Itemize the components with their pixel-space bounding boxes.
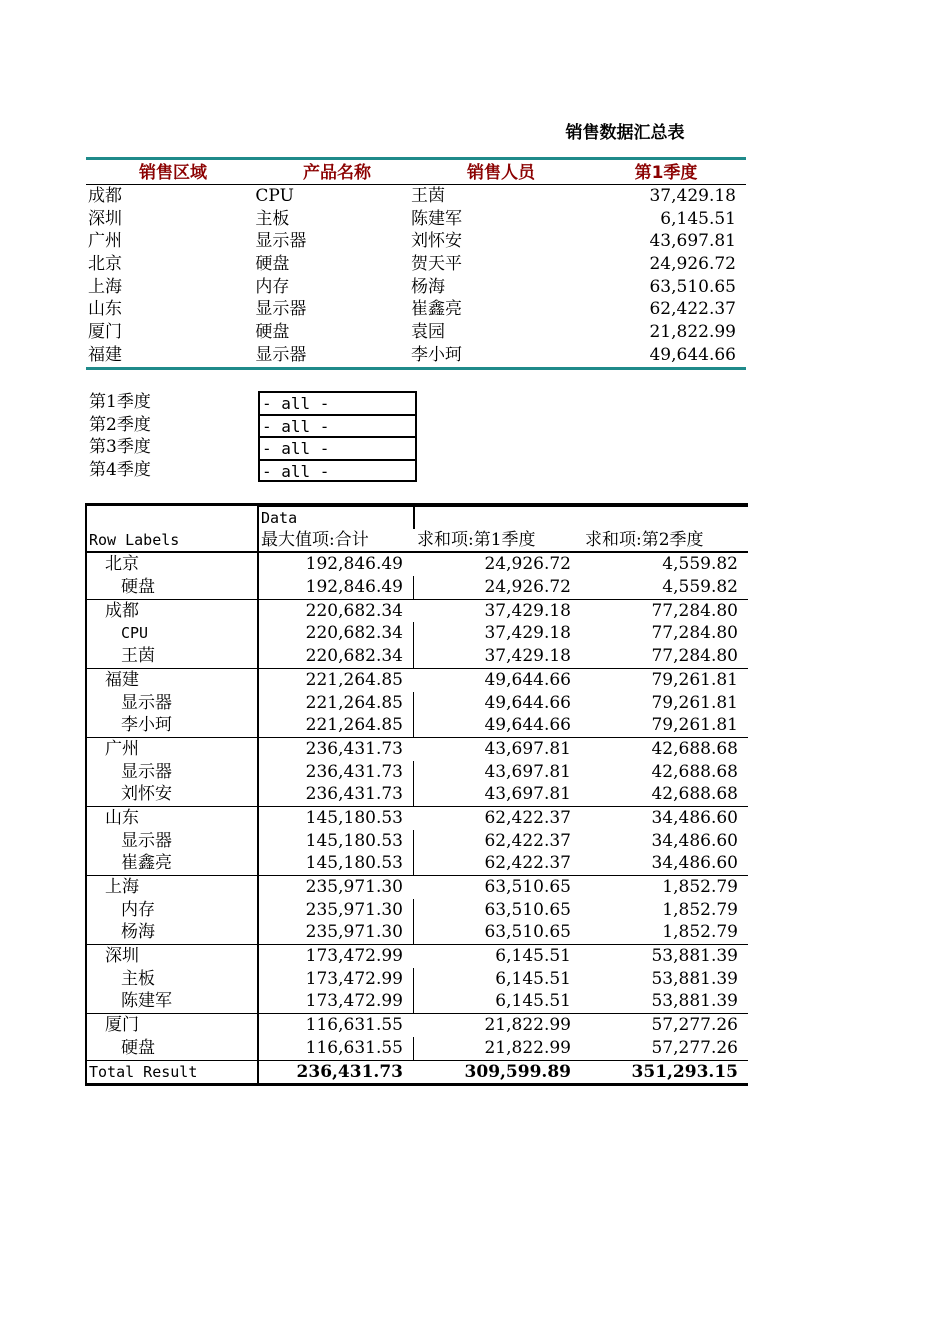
pivot-cell[interactable]: 62,422.37	[413, 830, 581, 853]
pivot-cell[interactable]: 1,852.79	[662, 922, 738, 943]
filter-label: 第4季度	[89, 460, 151, 481]
filter-dropdown[interactable]: - all -	[258, 459, 417, 482]
pivot-cell[interactable]: 37,429.18	[413, 645, 581, 668]
pivot-cell[interactable]: 49,644.66	[484, 669, 571, 690]
table-row	[86, 230, 746, 253]
pivot-column-header[interactable]: 最大值项:合计	[257, 529, 413, 552]
pivot-column-header-row	[87, 529, 748, 553]
table-cell[interactable]: 山东	[88, 299, 122, 320]
pivot-cell[interactable]: 53,881.39	[651, 991, 738, 1012]
pivot-row-label[interactable]: 杨海	[121, 922, 155, 943]
pivot-cell[interactable]: 43,697.81	[484, 738, 571, 759]
pivot-cell[interactable]: 173,472.99	[257, 968, 413, 991]
pivot-cell[interactable]: 79,261.81	[651, 669, 738, 690]
pivot-cell[interactable]: 116,631.55	[257, 1037, 413, 1060]
pivot-cell[interactable]: 42,688.68	[651, 784, 738, 805]
pivot-total-label[interactable]: Total Result	[89, 1062, 198, 1081]
pivot-detail-row	[87, 990, 748, 1013]
table-cell[interactable]: 北京	[88, 254, 122, 275]
table-cell[interactable]: 显示器	[255, 299, 307, 320]
pivot-row-label[interactable]: 内存	[121, 899, 155, 920]
table-row	[86, 208, 746, 231]
filter-dropdown[interactable]: - all -	[258, 436, 417, 459]
table-cell[interactable]: 49,644.66	[649, 344, 736, 365]
pivot-group-row	[87, 1013, 748, 1037]
filter-row	[86, 414, 417, 437]
pivot-cell[interactable]: 37,429.18	[484, 600, 571, 621]
pivot-cell[interactable]: 63,510.65	[413, 899, 581, 922]
pivot-cell[interactable]: 236,431.73	[257, 761, 413, 784]
pivot-cell[interactable]: 235,971.30	[257, 876, 413, 899]
pivot-cell[interactable]: 79,261.81	[651, 692, 738, 713]
pivot-row-label[interactable]: 显示器	[121, 830, 172, 851]
table-cell[interactable]: 内存	[255, 276, 290, 297]
pivot-cell[interactable]: 53,881.39	[651, 968, 738, 989]
header-cell[interactable]: 产品名称	[303, 163, 371, 183]
pivot-detail-row	[87, 852, 748, 875]
pivot-cell[interactable]: 235,971.30	[257, 899, 413, 922]
pivot-total-row	[87, 1060, 748, 1084]
table-row	[86, 298, 746, 321]
pivot-cell[interactable]: 57,277.26	[651, 1037, 738, 1058]
pivot-header-blank	[413, 506, 581, 529]
pivot-total-cell[interactable]: 309,599.89	[464, 1061, 571, 1082]
pivot-cell[interactable]: 24,926.72	[413, 576, 581, 599]
pivot-group-row	[87, 599, 748, 623]
pivot-cell[interactable]: 62,422.37	[413, 852, 581, 875]
pivot-detail-row	[87, 830, 748, 853]
pivot-cell[interactable]: 79,261.81	[651, 715, 738, 736]
table-cell[interactable]: 显示器	[255, 344, 307, 365]
pivot-cell[interactable]: 145,180.53	[257, 852, 413, 875]
pivot-cell[interactable]: 37,429.18	[413, 622, 581, 645]
pivot-row-label[interactable]: 显示器	[121, 692, 172, 713]
pivot-cell[interactable]: 34,486.60	[651, 853, 738, 874]
table-cell[interactable]: 硬盘	[255, 254, 290, 275]
pivot-cell[interactable]: 221,264.85	[257, 669, 413, 692]
pivot-row-label[interactable]: 厦门	[105, 1015, 139, 1036]
pivot-cell[interactable]: 62,422.37	[484, 807, 571, 828]
table-cell[interactable]: 深圳	[88, 208, 122, 229]
pivot-row-label[interactable]: 李小珂	[121, 715, 172, 736]
pivot-row-label[interactable]: 显示器	[121, 761, 172, 782]
table-row	[86, 321, 746, 344]
pivot-row-label[interactable]: 山东	[105, 807, 139, 828]
pivot-cell[interactable]: 53,881.39	[651, 946, 738, 967]
table-cell[interactable]: 成都	[88, 186, 122, 206]
pivot-cell[interactable]: 145,180.53	[257, 830, 413, 853]
pivot-cell[interactable]: 77,284.80	[651, 646, 738, 667]
table-cell[interactable]: 硬盘	[255, 322, 290, 343]
pivot-cell[interactable]: 236,431.73	[257, 738, 413, 761]
pivot-corner	[87, 506, 257, 529]
pivot-cell[interactable]: 1,852.79	[662, 877, 738, 897]
table-cell[interactable]: 上海	[88, 276, 122, 297]
table-cell[interactable]: 李小珂	[411, 344, 463, 365]
pivot-column-header[interactable]: 求和项:第1季度	[417, 529, 536, 550]
pivot-detail-row	[87, 761, 748, 784]
pivot-row-label[interactable]: 广州	[105, 738, 139, 759]
pivot-group-row	[87, 944, 748, 968]
table-cell[interactable]: 陈建军	[411, 208, 463, 229]
pivot-row-label[interactable]: 深圳	[105, 946, 139, 967]
pivot-cell[interactable]: 173,472.99	[257, 945, 413, 968]
table-cell[interactable]: 6,145.51	[660, 208, 736, 229]
pivot-row-label[interactable]: 硬盘	[121, 577, 155, 598]
pivot-data-label[interactable]: Data	[257, 506, 413, 529]
pivot-row-label[interactable]: 硬盘	[121, 1037, 155, 1058]
pivot-cell[interactable]: 63,510.65	[413, 921, 581, 944]
pivot-total-cell[interactable]: 351,293.15	[631, 1061, 738, 1082]
pivot-cell[interactable]: 49,644.66	[413, 692, 581, 715]
pivot-cell[interactable]: 6,145.51	[413, 968, 581, 991]
pivot-cell[interactable]: 77,284.80	[651, 623, 738, 644]
pivot-cell[interactable]: 34,486.60	[651, 807, 738, 828]
pivot-detail-row	[87, 714, 748, 737]
pivot-cell[interactable]: 6,145.51	[495, 946, 571, 967]
pivot-table	[85, 503, 748, 1086]
pivot-cell[interactable]: 43,697.81	[413, 783, 581, 806]
pivot-group-row	[87, 806, 748, 830]
pivot-group-row	[87, 737, 748, 761]
pivot-detail-row	[87, 783, 748, 806]
sheet-title: 销售数据汇总表	[565, 123, 685, 143]
filter-label: 第2季度	[89, 414, 151, 435]
sales-table-body	[86, 185, 746, 367]
pivot-cell[interactable]: 236,431.73	[257, 783, 413, 806]
table-cell[interactable]: CPU	[255, 186, 294, 206]
table-row	[86, 344, 746, 367]
pivot-cell[interactable]: 34,486.60	[651, 830, 738, 851]
table-row	[86, 276, 746, 299]
pivot-cell[interactable]: 43,697.81	[413, 761, 581, 784]
pivot-row-label[interactable]: 上海	[105, 877, 139, 897]
pivot-cell[interactable]: 1,852.79	[662, 899, 738, 920]
table-row	[86, 185, 746, 208]
header-cell[interactable]: 销售人员	[467, 163, 535, 183]
filter-label: 第3季度	[89, 437, 151, 458]
pivot-row-label[interactable]: 崔鑫亮	[121, 853, 172, 874]
table-cell[interactable]: 刘怀安	[411, 231, 463, 252]
filter-row	[86, 436, 417, 459]
pivot-cell[interactable]: 21,822.99	[413, 1037, 581, 1060]
pivot-cell[interactable]: 220,682.34	[257, 645, 413, 668]
filter-dropdown[interactable]: - all -	[258, 414, 417, 437]
pivot-cell[interactable]: 173,472.99	[257, 990, 413, 1013]
pivot-cell[interactable]: 4,559.82	[662, 554, 738, 575]
pivot-cell[interactable]: 21,822.99	[484, 1015, 571, 1036]
filter-list	[86, 391, 417, 482]
table-cell[interactable]: 显示器	[255, 231, 307, 252]
pivot-column-header[interactable]: 求和项:第2季度	[585, 529, 704, 550]
pivot-row-label[interactable]: 王茵	[121, 646, 155, 667]
table-cell[interactable]: 62,422.37	[649, 299, 736, 320]
filter-label: 第1季度	[89, 392, 151, 412]
pivot-detail-row	[87, 645, 748, 668]
table-cell[interactable]: 主板	[255, 208, 290, 229]
pivot-total-cell[interactable]: 236,431.73	[257, 1061, 413, 1084]
pivot-cell[interactable]: 49,644.66	[413, 714, 581, 737]
pivot-detail-row	[87, 622, 748, 645]
pivot-row-labels[interactable]: Row Labels	[89, 530, 180, 549]
pivot-header-blank	[581, 506, 748, 529]
pivot-body	[87, 552, 748, 1059]
pivot-cell[interactable]: 24,926.72	[484, 554, 571, 575]
pivot-cell[interactable]: 57,277.26	[651, 1015, 738, 1036]
pivot-cell[interactable]: 42,688.68	[651, 761, 738, 782]
table-cell[interactable]: 广州	[88, 231, 122, 252]
pivot-detail-row	[87, 899, 748, 922]
pivot-detail-row	[87, 921, 748, 944]
header-cell[interactable]: 第1季度	[634, 163, 698, 183]
pivot-row-label[interactable]: CPU	[121, 624, 149, 643]
table-cell[interactable]: 21,822.99	[649, 322, 736, 343]
pivot-row-label[interactable]: 刘怀安	[121, 784, 172, 805]
pivot-row-label[interactable]: 福建	[105, 669, 139, 690]
pivot-cell[interactable]: 192,846.49	[257, 553, 413, 576]
pivot-detail-row	[87, 576, 748, 599]
filter-dropdown[interactable]: - all -	[258, 391, 417, 414]
table-cell[interactable]: 袁园	[411, 322, 446, 343]
table-cell[interactable]: 37,429.18	[649, 186, 736, 206]
table-cell[interactable]: 福建	[88, 344, 122, 365]
table-cell[interactable]: 24,926.72	[649, 254, 736, 275]
pivot-row-label[interactable]: 陈建军	[121, 991, 172, 1012]
pivot-detail-row	[87, 692, 748, 715]
table-cell[interactable]: 王茵	[411, 186, 446, 206]
pivot-group-row	[87, 668, 748, 692]
pivot-cell[interactable]: 192,846.49	[257, 576, 413, 599]
pivot-cell[interactable]: 63,510.65	[484, 877, 571, 897]
table-row	[86, 253, 746, 276]
pivot-row-label[interactable]: 成都	[105, 600, 139, 621]
pivot-detail-row	[87, 1037, 748, 1060]
pivot-detail-row	[87, 968, 748, 991]
pivot-cell[interactable]: 4,559.82	[662, 577, 738, 598]
pivot-group-row	[87, 875, 748, 899]
table-cell[interactable]: 63,510.65	[649, 276, 736, 297]
sales-table	[86, 157, 746, 370]
pivot-cell[interactable]: 116,631.55	[257, 1014, 413, 1037]
sales-table-header	[86, 160, 746, 185]
pivot-cell[interactable]: 220,682.34	[257, 600, 413, 623]
page-filters	[86, 391, 417, 482]
pivot-cell[interactable]: 6,145.51	[413, 990, 581, 1013]
pivot-row-label[interactable]: 北京	[105, 554, 139, 575]
pivot-cell[interactable]: 235,971.30	[257, 921, 413, 944]
table-cell[interactable]: 贺天平	[411, 254, 463, 275]
filter-row	[86, 391, 417, 414]
pivot-row-label[interactable]: 主板	[121, 968, 155, 989]
header-cell[interactable]: 销售区域	[139, 163, 207, 183]
pivot-cell[interactable]: 221,264.85	[257, 714, 413, 737]
filter-row	[86, 459, 417, 482]
pivot-cell[interactable]: 221,264.85	[257, 692, 413, 715]
pivot-cell[interactable]: 220,682.34	[257, 622, 413, 645]
table-cell[interactable]: 崔鑫亮	[411, 299, 463, 320]
table-cell[interactable]: 厦门	[88, 322, 122, 343]
pivot-cell[interactable]: 42,688.68	[651, 738, 738, 759]
table-cell[interactable]: 43,697.81	[649, 231, 736, 252]
table-cell[interactable]: 杨海	[411, 276, 446, 297]
pivot-group-row	[87, 552, 748, 576]
pivot-cell[interactable]: 145,180.53	[257, 807, 413, 830]
pivot-header-row	[87, 506, 748, 529]
pivot-cell[interactable]: 77,284.80	[651, 600, 738, 621]
